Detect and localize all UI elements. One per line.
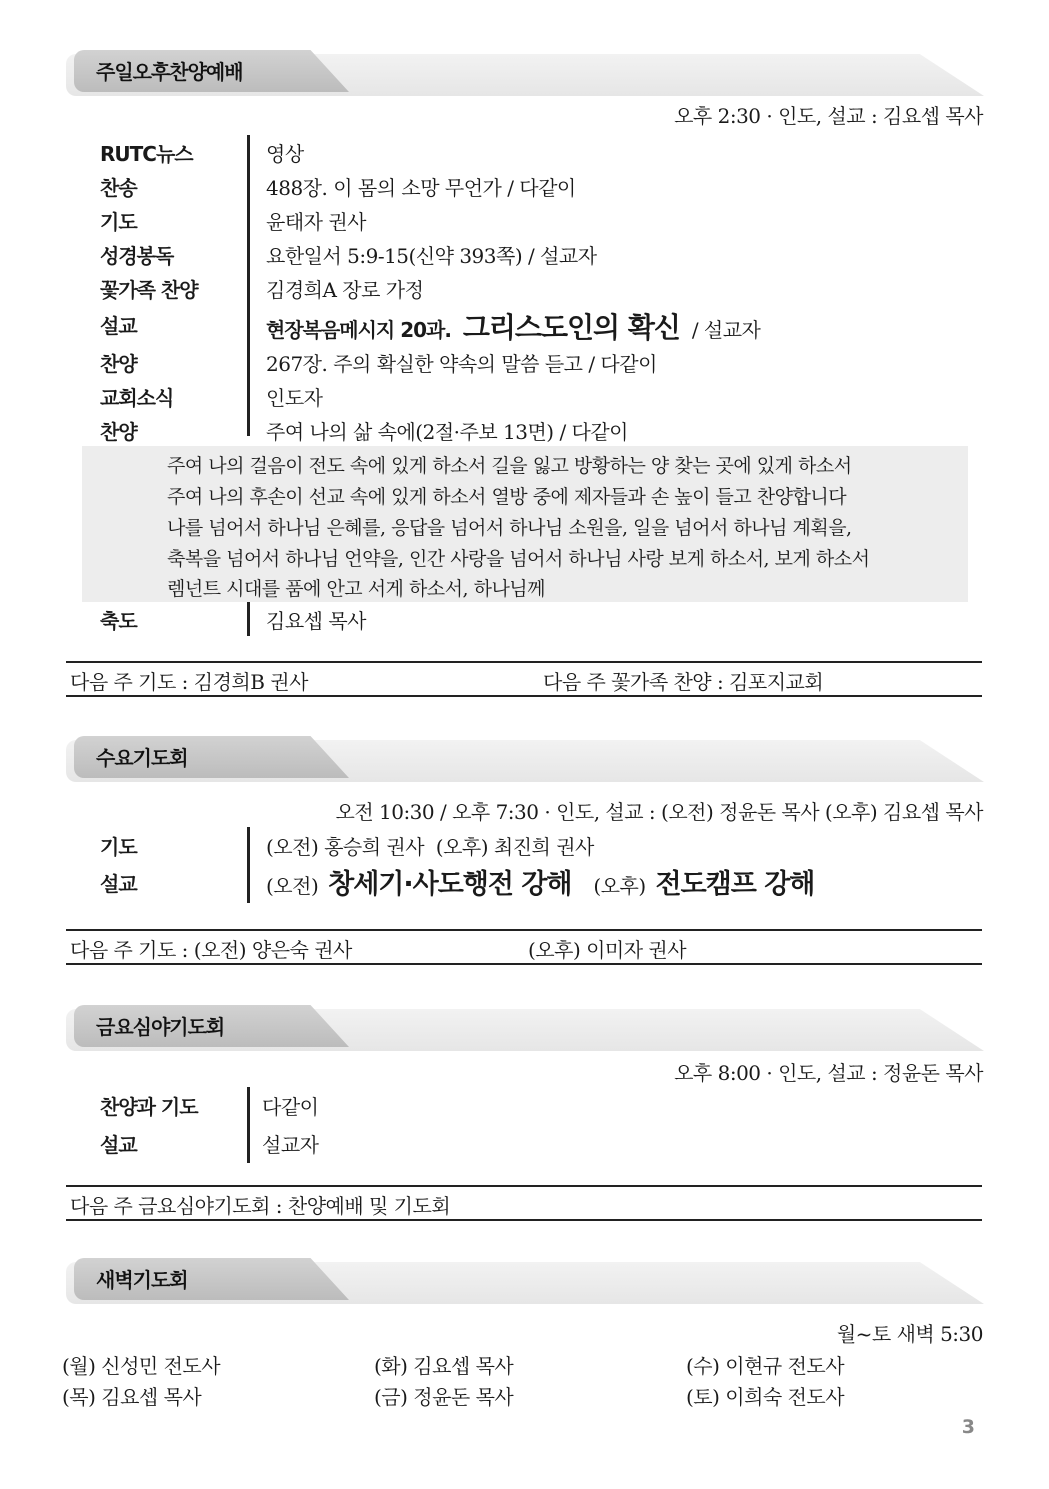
- row-label: 꽃가족 찬양: [100, 278, 198, 302]
- next-week-friday: 다음 주 금요심야기도회 : 찬양예배 및 기도회: [70, 1194, 451, 1218]
- lyrics-box: [82, 446, 968, 602]
- wednesday-section-title: 수요기도회: [96, 746, 188, 770]
- row-label: 기도: [100, 835, 137, 859]
- sermon-series: 현장복음메시지 20과.: [266, 318, 451, 342]
- row-value: 주여 나의 삶 속에(2절·주보 13면) / 다같이: [266, 420, 628, 444]
- row-label: 성경봉독: [100, 244, 174, 268]
- pm-tag: (오후): [593, 874, 646, 898]
- pm-sermon-title: 전도캠프 강해: [655, 869, 815, 900]
- row-label: 기도: [100, 210, 137, 234]
- divider: [66, 963, 982, 965]
- dawn-leader: (토) 이희숙 전도사: [686, 1385, 845, 1409]
- lyrics-line: 나를 넘어서 하나님 은혜를, 응답을 넘어서 하나님 소원을, 일을 넘어서 하나님 계획을,: [167, 517, 852, 539]
- row-label: 설교: [100, 1133, 137, 1157]
- dawn-leader: (목) 김요셉 목사: [62, 1385, 202, 1409]
- dawn-leader: (월) 신성민 전도사: [62, 1354, 221, 1378]
- dawn-service-info: 월~토 새벽 5:30: [836, 1322, 983, 1346]
- row-value: 영상: [266, 142, 304, 166]
- row-value: 김요셉 목사: [266, 609, 366, 633]
- am-sermon-title: 창세기·사도행전 강해: [328, 869, 572, 900]
- wednesday-section-header: [66, 736, 984, 782]
- row-value: 다같이: [262, 1095, 319, 1119]
- dawn-leader: (수) 이현규 전도사: [686, 1354, 845, 1378]
- row-value: 윤태자 권사: [266, 210, 366, 234]
- lyrics-line: 축복을 넘어서 하나님 언약을, 인간 사랑을 넘어서 하나님 사랑 보게 하소서, 보게 하소서: [167, 548, 870, 570]
- lyrics-line: 렘넌트 시대를 품에 안고 서게 하소서, 하나님께: [167, 578, 546, 600]
- row-label: 찬양과 기도: [100, 1095, 198, 1119]
- dawn-leader: (금) 정윤돈 목사: [374, 1385, 514, 1409]
- sermon-title: 그리스도인의 확신: [462, 311, 680, 344]
- divider: [66, 929, 982, 931]
- sermon-value: [266, 306, 760, 346]
- row-label: 교회소식: [100, 386, 174, 410]
- sermon-speaker: / 설교자: [691, 318, 761, 342]
- row-label: 찬송: [100, 176, 137, 200]
- row-value: 요한일서 5:9-15(신약 393쪽) / 설교자: [266, 244, 597, 268]
- page-number: 3: [961, 1416, 975, 1438]
- row-value: 인도자: [266, 386, 323, 410]
- row-label: RUTC뉴스: [100, 142, 193, 166]
- friday-section-title: 금요심야기도회: [96, 1015, 225, 1039]
- next-week-prayer-am: 다음 주 기도 : (오전) 양은숙 권사: [70, 938, 352, 962]
- lyrics-line: 주여 나의 후손이 선교 속에 있게 하소서 열방 중에 제자들과 손 높이 들고 찬양합니다: [167, 486, 847, 508]
- friday-section-header: [66, 1005, 984, 1051]
- row-label: 설교: [100, 314, 137, 338]
- wednesday-sermon-value: [266, 862, 814, 901]
- row-value: 488장. 이 몸의 소망 무언가 / 다같이: [266, 176, 576, 200]
- friday-service-info: 오후 8:00 · 인도, 설교 : 정윤돈 목사: [674, 1061, 983, 1085]
- sunday-section-header: [66, 50, 984, 96]
- row-label: 축도: [100, 609, 137, 633]
- next-week-prayer: 다음 주 기도 : 김경희B 권사: [70, 670, 308, 694]
- divider: [66, 1185, 982, 1187]
- row-label: 찬양: [100, 420, 137, 444]
- dawn-section-header: [66, 1258, 984, 1304]
- next-week-prayer-pm: (오후) 이미자 권사: [528, 938, 687, 962]
- sunday-service-info: 오후 2:30 · 인도, 설교 : 김요셉 목사: [674, 104, 983, 128]
- row-value: (오전) 홍승희 권사 (오후) 최진희 권사: [266, 835, 594, 859]
- row-value: 267장. 주의 확실한 약속의 말씀 듣고 / 다같이: [266, 352, 657, 376]
- row-value: 설교자: [262, 1133, 319, 1157]
- lyrics-line: 주여 나의 걸음이 전도 속에 있게 하소서 길을 잃고 방황하는 양 찾는 곳에 있게 하소서: [167, 455, 852, 477]
- wednesday-service-info: 오전 10:30 / 오후 7:30 · 인도, 설교 : (오전) 정윤돈 목사 (오후) 김요셉 목사: [335, 800, 983, 824]
- dawn-section-title: 새벽기도회: [96, 1268, 188, 1292]
- next-week-family-praise: 다음 주 꽃가족 찬양 : 김포지교회: [543, 670, 824, 694]
- row-value: 김경희A 장로 가정: [266, 278, 424, 302]
- sunday-section-title: 주일오후찬양예배: [96, 60, 243, 84]
- dawn-leader: (화) 김요셉 목사: [374, 1354, 514, 1378]
- divider: [66, 661, 982, 663]
- row-label: 설교: [100, 872, 137, 896]
- row-label: 찬양: [100, 352, 137, 376]
- am-tag: (오전): [266, 874, 319, 898]
- divider: [66, 695, 982, 697]
- divider: [66, 1219, 982, 1221]
